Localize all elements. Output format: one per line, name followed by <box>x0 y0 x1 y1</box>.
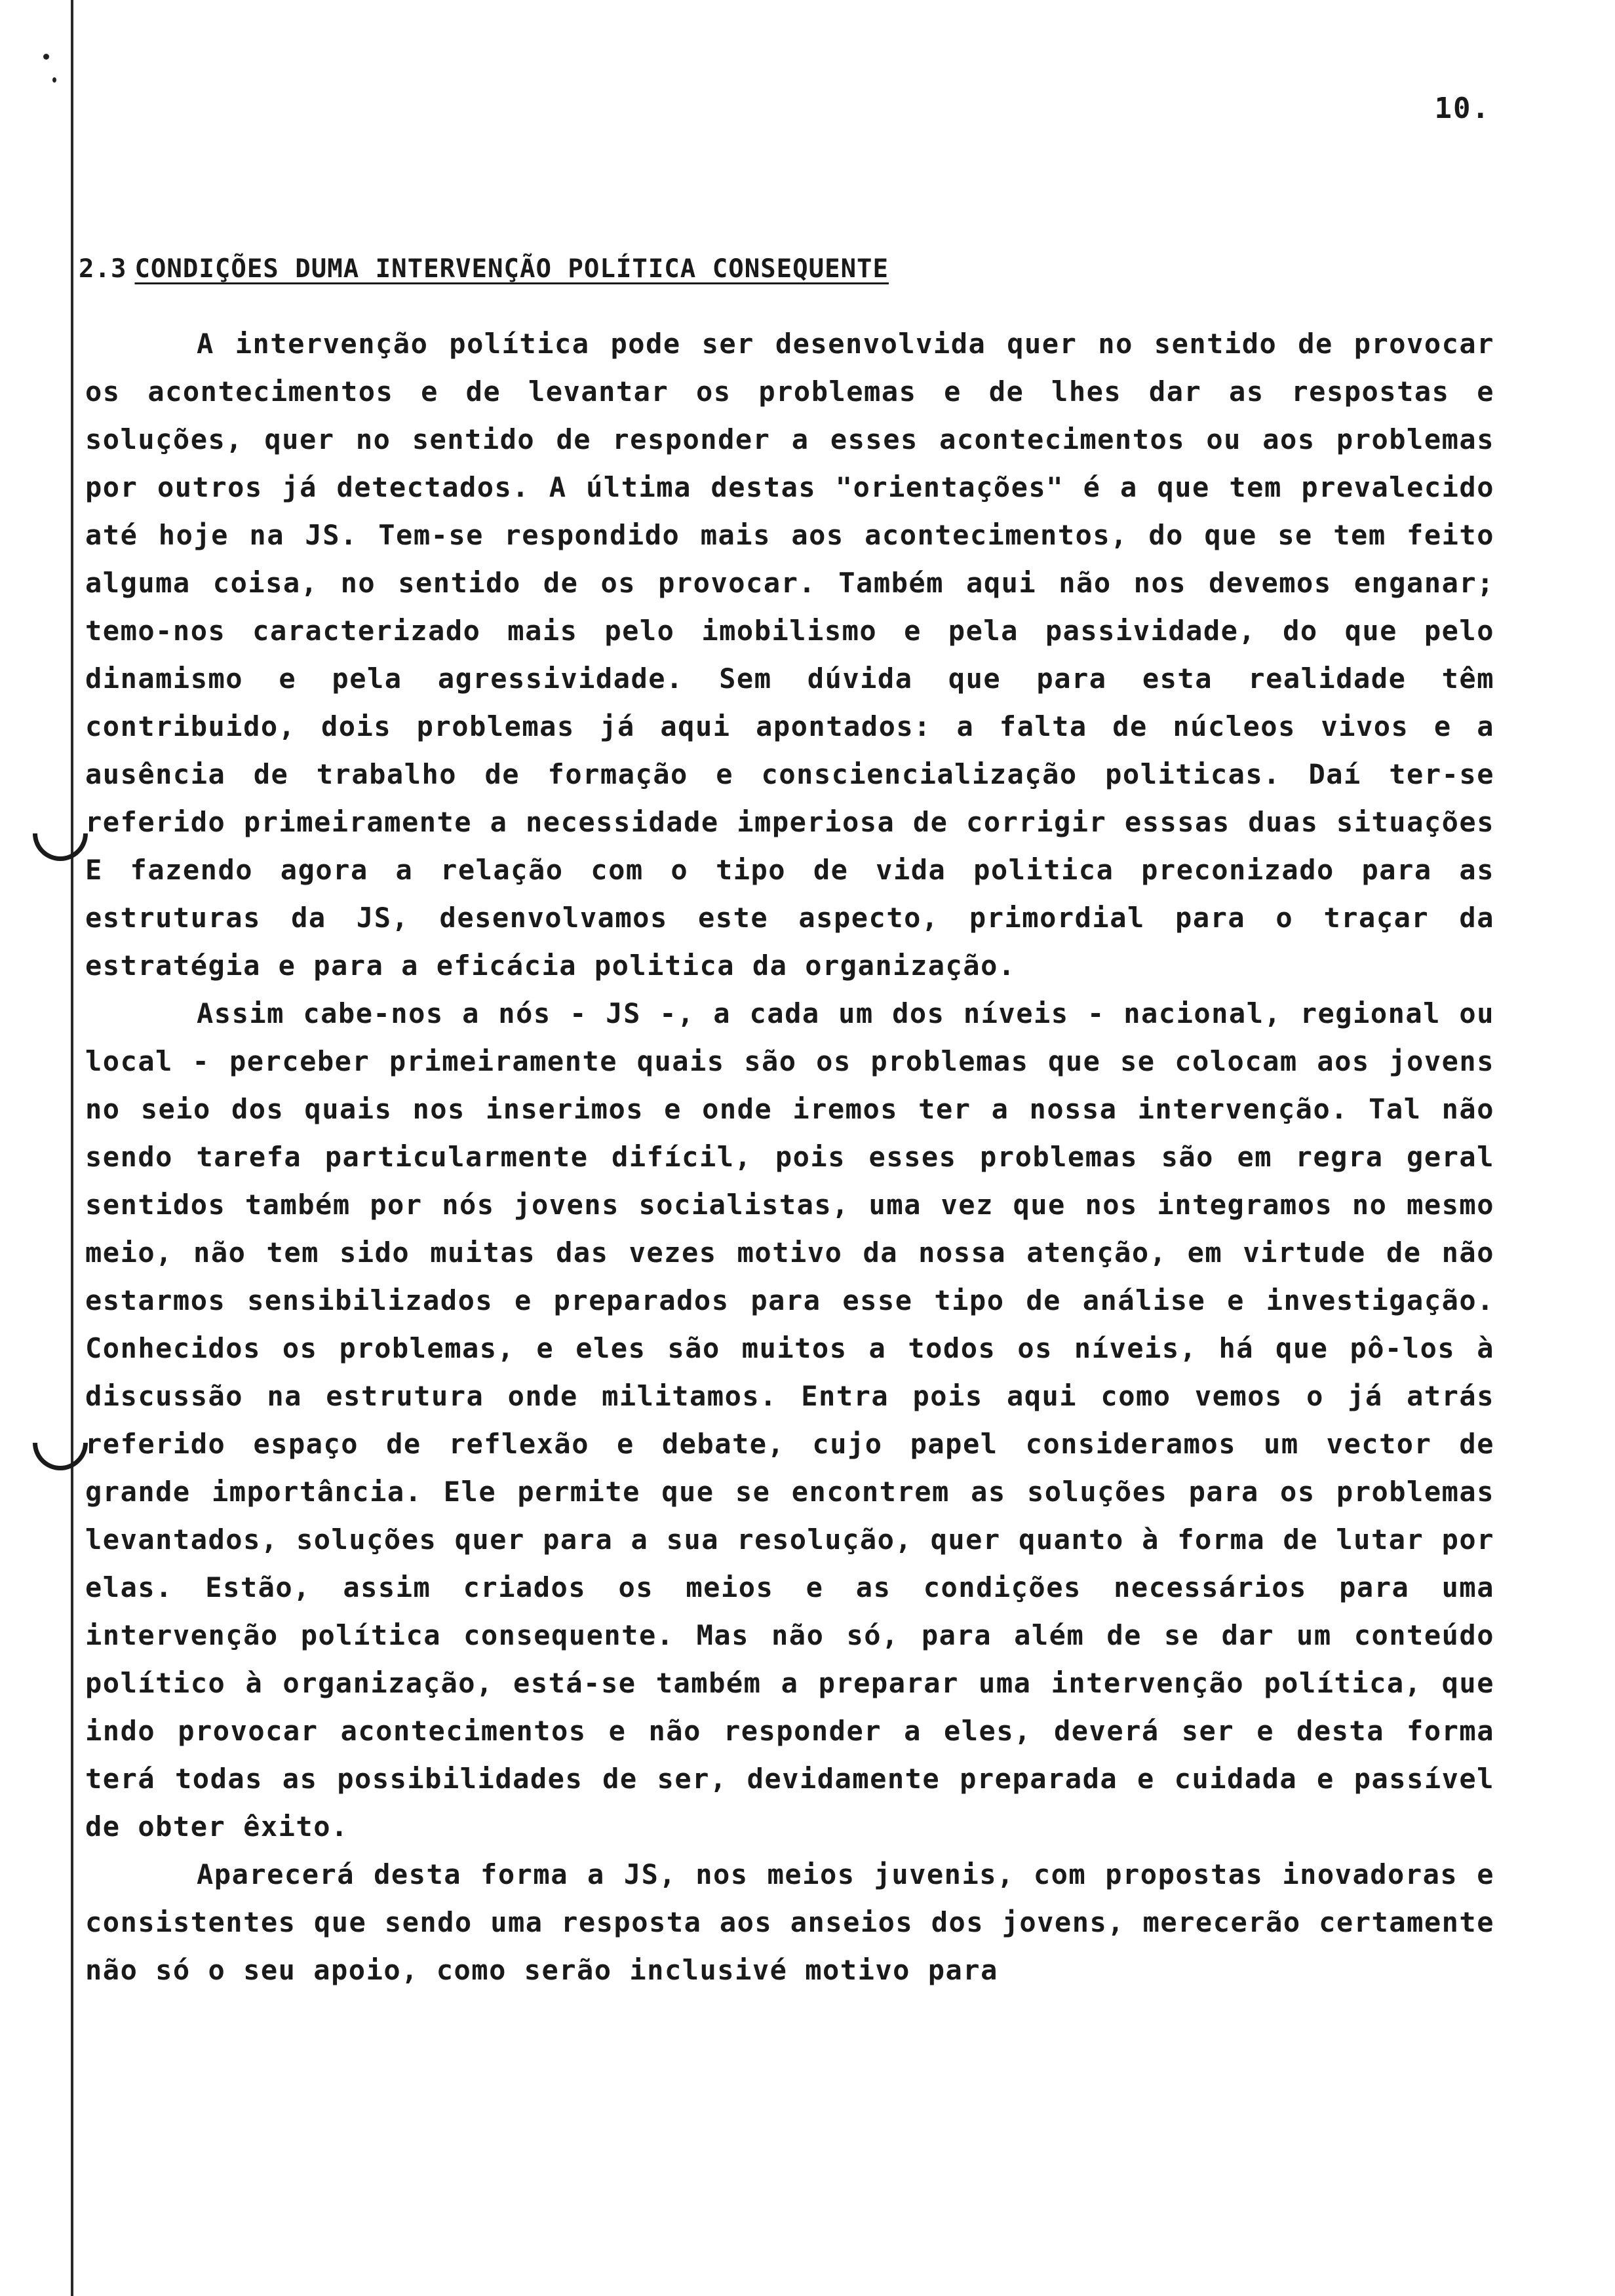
paragraph: Assim cabe-nos a nós - JS -, a cada um dos níveis - nacional, regional ou local - perceber primeiramente quais são os problemas que se colocam aos jovens no seio dos quais nos inserimos e onde iremos ter a nossa intervenção. Tal não sendo tarefa particularmente difícil, pois esses problemas são em regra geral sentidos também por nós jovens socialistas, uma vez que nos integramos no mesmo meio, não tem sido muitas das vezes motivo da nossa atenção, em virtude de não estarmos sensibilizados e preparados para esse tipo de análise e investigação. Conhecidos os problemas, e eles são muitos a todos os níveis, há que pô-los à discussão na estrutura onde militamos. Entra pois aqui como vemos o já atrás referido espaço de reflexão e debate, cujo papel consideramos um vector de grande importância. Ele permite que se encontrem as soluções para os problemas levantados, soluções quer para a sua resolução, quer quanto à forma de lutar por elas. Estão, assim criados os meios e as condições necessários para uma intervenção política consequente. Mas não só, para além de se dar um conteúdo político à organização, está-se também a preparar uma intervenção política, que indo provocar acontecimentos e não responder a eles, deverá ser e desta forma terá todas as possibilidades de ser, devidamente preparada e cuidada e passível de obter êxito. <box>85 997 1494 1843</box>
section-title: CONDIÇÕES DUMA INTERVENÇÃO POLÍTICA CONSEQUENTE <box>134 254 889 284</box>
body-text <box>85 320 1494 1994</box>
left-margin-rule <box>71 0 73 2296</box>
ink-speck <box>43 54 49 60</box>
section-number: 2.3 <box>79 254 127 284</box>
paragraph: A intervenção política pode ser desenvolvida quer no sentido de provocar os acontecimentos e de levantar os problemas e de lhes dar as respostas e soluções, quer no sentido de responder a esses acontecimentos ou aos problemas por outros já detectados. A última destas "orientações" é a que tem prevalecido até hoje na JS. Tem-se respondido mais aos acontecimentos, do que se tem feito alguma coisa, no sentido de os provocar. Também aqui não nos devemos enganar; temo-nos caracterizado mais pelo imobilismo e pela passividade, do que pelo dinamismo e pela agressividade. Sem dúvida que para esta realidade têm contribuido, dois problemas já aqui apontados: a falta de núcleos vivos e a ausência de trabalho de formação e consciencialização politicas. Daí ter-se referido primeiramente a necessidade imperiosa de corrigir esssas duas situações E fazendo agora a relação com o tipo de vida politica preconizado para as estruturas da JS, desenvolvamos este aspecto, primordial para o traçar da estratégia e para a eficácia politica da organização. <box>85 328 1494 982</box>
paragraph: Aparecerá desta forma a JS, nos meios juvenis, com propostas inovadoras e consistentes que sendo uma resposta aos anseios dos jovens, merecerão certamente não só o seu apoio, como serão inclusivé motivo para <box>85 1858 1494 1986</box>
section-heading <box>79 254 889 284</box>
ink-speck <box>52 77 56 83</box>
page-number: 10. <box>1434 92 1490 125</box>
